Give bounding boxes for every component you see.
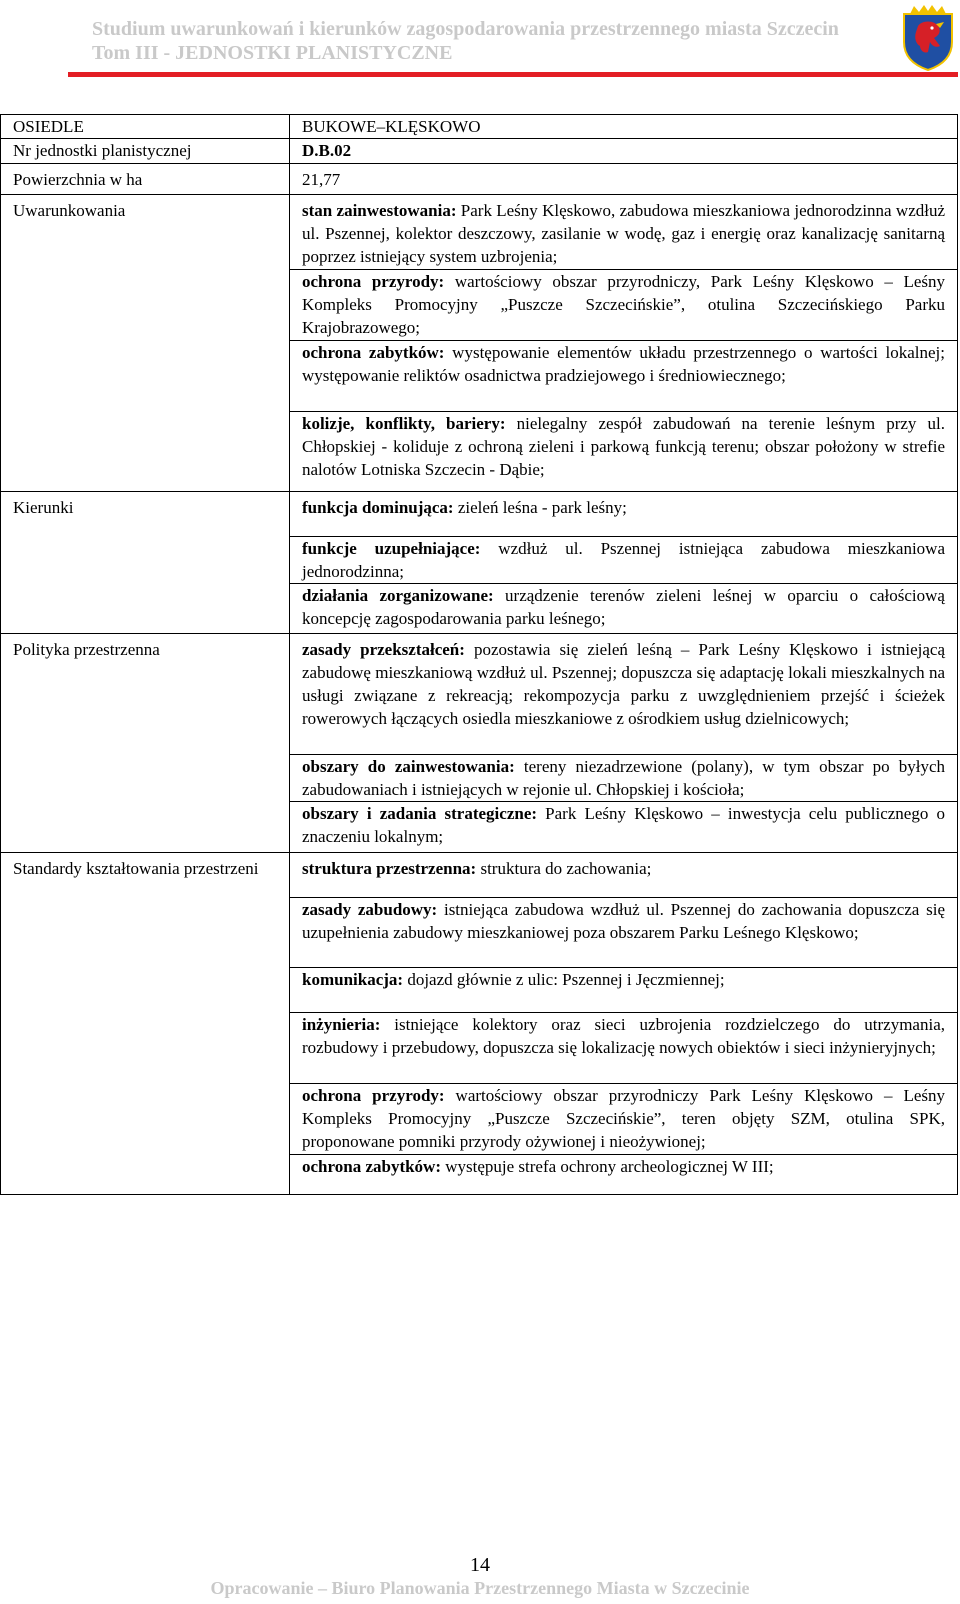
standard-block: inżynieria: istniejące kolektory oraz sieci uzbrojenia rozdzielczego do utrzymania, rozbudowy i przebudowy, dopuszcza się lokalizację nowych obiektów i sieci inżynieryjnych;	[290, 1012, 957, 1083]
kierunki-label: Kierunki	[1, 491, 290, 633]
policy-block: obszary i zadania strategiczne: Park Leśny Klęskowo – inwestycja celu publicznego o znaczeniu lokalnym;	[290, 801, 957, 848]
polityka-label: Polityka przestrzenna	[1, 633, 290, 852]
header-red-rule	[68, 72, 958, 77]
table-row-kierunki	[1, 491, 958, 633]
standard-block: ochrona zabytków: występuje strefa ochrony archeologicznej W III;	[290, 1154, 957, 1187]
area-value: 21,77	[290, 163, 958, 194]
header-title: Studium uwarunkowań i kierunków zagospodarowania przestrzennego miasta Szczecin	[92, 18, 839, 40]
direction-block: działania zorganizowane: urządzenie terenów zieleni leśnej w oparciu o całościową koncepcję zagospodarowania parku leśnego;	[290, 583, 957, 630]
polityka-content	[290, 633, 958, 852]
table-row	[1, 115, 958, 139]
table-row	[1, 163, 958, 194]
direction-block: funkcja dominująca: zieleń leśna - park leśny;	[302, 497, 627, 517]
standard-block: zasady zabudowy: istniejąca zabudowa wzdłuż ul. Pszennej do zachowania dopuszcza się uzupełnienia zabudowy mieszkaniowej poza obszarem Parku Leśnego Klęskowo;	[290, 897, 957, 967]
uwarunkowania-content	[290, 194, 958, 491]
page-number: 14	[470, 1554, 490, 1576]
page-header	[0, 0, 960, 80]
table-row	[1, 139, 958, 163]
condition-block: kolizje, konflikty, bariery: nielegalny zespół zabudowań na terenie leśnym przy ul. Chłopskiej - koliduje z ochroną zieleni i parkową funkcją terenu; obszar położony w strefie nalotów Lotniska Szczecin - Dąbie;	[290, 411, 957, 482]
policy-block: zasady przekształceń: pozostawia się zieleń leśną – Park Leśny Klęskowo i istniejącą zabudowę mieszkaniową wzdłuż ul. Pszennej; dopuszcza się adaptację lokali mieszkalnych na usługi związane z rekreacją; rekompozycja parku z uwzględnieniem przejść i ścieżek rowerowych łączących osiedla mieszkaniowe z ośrodkiem usług dzielnicowych;	[302, 639, 945, 728]
table-row-standardy	[1, 852, 958, 1194]
table-row-polityka	[1, 633, 958, 852]
kierunki-content	[290, 491, 958, 633]
uwarunkowania-label: Uwarunkowania	[1, 194, 290, 491]
table-row-uwarunkowania	[1, 194, 958, 491]
policy-block: obszary do zainwestowania: tereny niezadrzewione (polany), w tym obszar po byłych zabudowaniach i istniejących w rejonie ul. Chłopskiej i kościoła;	[290, 754, 957, 801]
direction-block: funkcje uzupełniające: wzdłuż ul. Pszennej istniejąca zabudowa mieszkaniowa jednorodzinna;	[290, 536, 957, 583]
standardy-label: Standardy kształtowania przestrzeni	[1, 852, 290, 1194]
condition-block: ochrona przyrody: wartościowy obszar przyrodniczy, Park Leśny Klęskowo – Leśny Kompleks Promocyjny „Puszcze Szczecińskie”, otulina Szczecińskiego Parku Krajobrazowego;	[290, 269, 957, 340]
standardy-content	[290, 852, 958, 1194]
condition-block: stan zainwestowania: Park Leśny Klęskowo, zabudowa mieszkaniowa jednorodzinna wzdłuż ul. Pszennej, kolektor deszczowy, zasilanie w wodę, gaz i energię oraz kanalizację sanitarną poprzez istniejący system uzbrojenia;	[302, 200, 946, 266]
condition-block: ochrona zabytków: występowanie elementów układu przestrzennego o wartości lokalnej; występowanie reliktów osadnictwa pradziejowego i średniowiecznego;	[290, 340, 957, 411]
header-subtitle: Tom III - JEDNOSTKI PLANISTYCZNE	[92, 42, 453, 64]
unit-number-label: Nr jednostki planistycznej	[1, 139, 290, 163]
planning-unit-table	[0, 114, 958, 1195]
szczecin-coat-of-arms-icon	[900, 4, 956, 72]
standard-block: struktura przestrzenna: struktura do zachowania;	[302, 858, 652, 878]
standard-block: komunikacja: dojazd głównie z ulic: Pszennej i Jęczmiennej;	[290, 967, 957, 1012]
osiedle-value: BUKOWE–KLĘSKOWO	[290, 115, 958, 139]
unit-number-value: D.B.02	[290, 139, 958, 163]
standard-block: ochrona przyrody: wartościowy obszar przyrodniczy Park Leśny Klęskowo – Leśny Kompleks Promocyjny „Puszcze Szczecińskie”, teren objęty SZM, otulina SPK, proponowane pomniki przyrody ożywionej i nieożywionej;	[290, 1083, 957, 1154]
footer-organization: Opracowanie – Biuro Planowania Przestrzennego Miasta w Szczecinie	[210, 1578, 750, 1598]
osiedle-label: OSIEDLE	[1, 115, 290, 139]
area-label: Powierzchnia w ha	[1, 163, 290, 194]
